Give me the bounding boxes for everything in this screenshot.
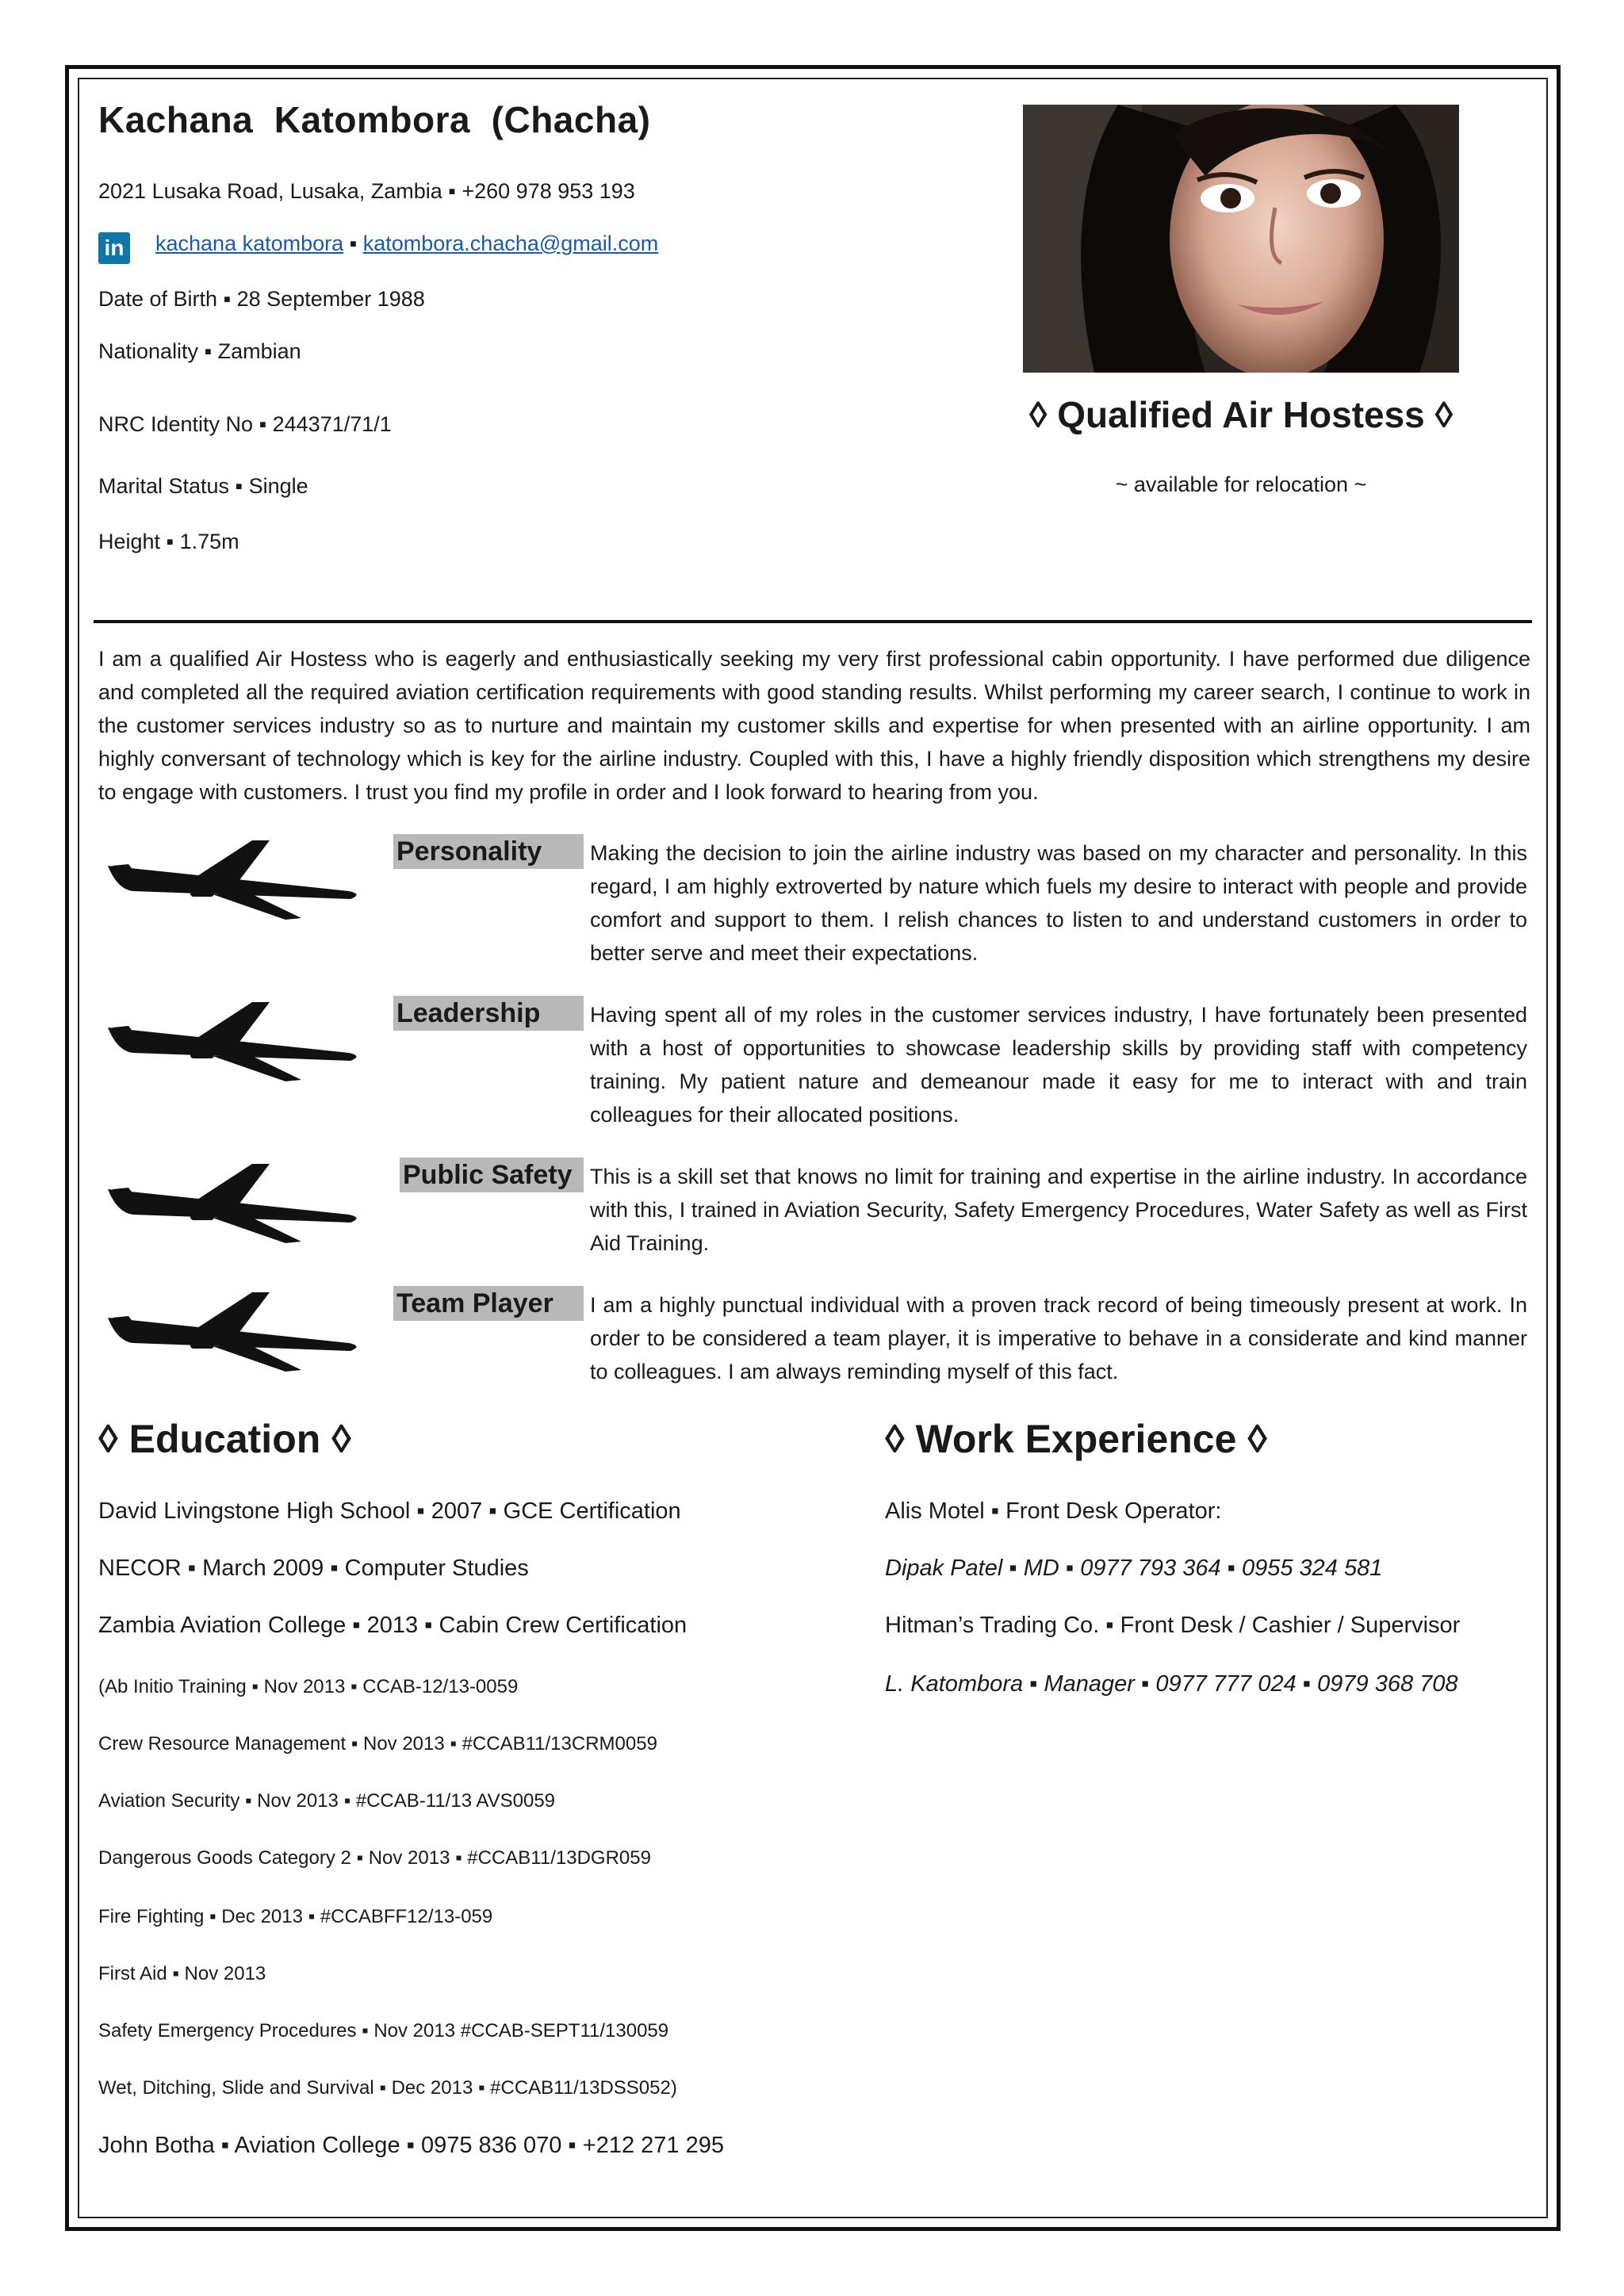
airplane-icon — [102, 996, 363, 1083]
skill-label-public-safety: Public Safety — [400, 1158, 584, 1192]
work-item: Hitman’s Trading Co. ▪ Front Desk / Cashier / Supervisor — [885, 1613, 1461, 1638]
candidate-name: Kachana Katombora (Chacha) — [98, 99, 651, 140]
nrc-number: NRC Identity No ▪ 244371/71/1 — [98, 412, 392, 436]
address-line: 2021 Lusaka Road, Lusaka, Zambia ▪ +260 978 953 193 — [98, 179, 635, 203]
contact-links — [155, 232, 658, 256]
airplane-icon — [102, 1286, 363, 1373]
skill-text-team-player: I am a highly punctual individual with a proven track record of being timeously present at work. In order to be considered a team player, it is imperative to behave in a considerate and kind manner to colleagues. I am always reminding myself of this fact. — [590, 1293, 1527, 1383]
work-reference: Dipak Patel ▪ MD ▪ 0977 793 364 ▪ 0955 324 581 — [885, 1556, 1383, 1581]
email-link[interactable]: katombora.chacha@gmail.com — [362, 232, 659, 255]
work-heading: ◊ Work Experience ◊ — [885, 1417, 1268, 1461]
education-item: NECOR ▪ March 2009 ▪ Computer Studies — [98, 1556, 529, 1581]
skill-text-personality: Making the decision to join the airline industry was based on my character and personality. In this regard, I am highly extroverted by nature which fuels my desire to interact with people and provide comfort and support to them. I relish chances to listen to and understand customers in order to better serve and meet their expectations. — [590, 841, 1527, 965]
certification-item: Fire Fighting ▪ Dec 2013 ▪ #CCABFF12/13-059 — [98, 1906, 493, 1927]
airplane-icon — [102, 1158, 363, 1245]
certification-item: Crew Resource Management ▪ Nov 2013 ▪ #CCAB11/13CRM0059 — [98, 1733, 657, 1755]
education-item: Zambia Aviation College ▪ 2013 ▪ Cabin Crew Certification — [98, 1613, 688, 1638]
certification-item: Safety Emergency Procedures ▪ Nov 2013 #CCAB-SEPT11/130059 — [98, 2020, 669, 2042]
relocation-note: ~ available for relocation ~ — [1115, 473, 1367, 496]
certification-item: (Ab Initio Training ▪ Nov 2013 ▪ CCAB-12/13-0059 — [98, 1676, 519, 1697]
marital-status: Marital Status ▪ Single — [98, 474, 308, 498]
height: Height ▪ 1.75m — [98, 530, 239, 553]
date-of-birth: Date of Birth ▪ 28 September 1988 — [98, 287, 425, 311]
skill-label-team-player: Team Player — [393, 1286, 584, 1321]
certification-item: First Aid ▪ Nov 2013 — [98, 1963, 266, 1984]
skill-text-leadership: Having spent all of my roles in the customer services industry, I have fortunately been presented with a host of opportunities to showcase leadership skills by providing staff with competency training. My patient nature and demeanour made it easy for me to interact with and train colleagues for their allocated positions. — [590, 1003, 1527, 1127]
job-title: ◊ Qualified Air Hostess ◊ — [1028, 394, 1454, 435]
separator: ▪ — [343, 232, 363, 255]
work-item: Alis Motel ▪ Front Desk Operator: — [885, 1498, 1222, 1524]
education-reference: John Botha ▪ Aviation College ▪ 0975 836 070 ▪ +212 271 295 — [98, 2133, 724, 2158]
skill-text-public-safety: This is a skill set that knows no limit for training and expertise in the airline industry. In accordance with this, I trained in Aviation Security, Safety Emergency Procedures, Water Safety as well as First Aid Training. — [590, 1165, 1527, 1255]
education-heading: ◊ Education ◊ — [98, 1417, 351, 1461]
certification-item: Wet, Ditching, Slide and Survival ▪ Dec 2013 ▪ #CCAB11/13DSS052) — [98, 2077, 677, 2099]
linkedin-icon[interactable]: in — [98, 232, 130, 264]
work-reference: L. Katombora ▪ Manager ▪ 0977 777 024 ▪ 0979 368 708 — [885, 1671, 1458, 1697]
header-divider — [94, 620, 1532, 623]
education-item: David Livingstone High School ▪ 2007 ▪ GCE Certification — [98, 1498, 681, 1524]
nationality: Nationality ▪ Zambian — [98, 339, 301, 363]
airplane-icon — [102, 834, 363, 921]
intro-paragraph: I am a qualified Air Hostess who is eagerly and enthusiastically seeking my very first professional cabin opportunity. I have performed due diligence and completed all the required aviation certification requirements with good standing results. Whilst performing my career search, I continue to work in the customer services industry so as to nurture and maintain my customer skills and expertise for when presented with an airline opportunity. I am highly conversant of technology which is key for the airline industry. Coupled with this, I have a highly friendly disposition which strengthens my desire to engage with customers. I trust you find my profile in order and I look forward to hearing from you. — [98, 647, 1530, 804]
skill-label-leadership: Leadership — [393, 996, 584, 1031]
profile-photo — [1023, 105, 1459, 373]
certification-item: Aviation Security ▪ Nov 2013 ▪ #CCAB-11/13 AVS0059 — [98, 1790, 556, 1812]
certification-item: Dangerous Goods Category 2 ▪ Nov 2013 ▪ #CCAB11/13DGR059 — [98, 1847, 651, 1869]
skill-label-personality: Personality — [393, 834, 584, 869]
linkedin-link[interactable]: kachana katombora — [155, 232, 344, 255]
